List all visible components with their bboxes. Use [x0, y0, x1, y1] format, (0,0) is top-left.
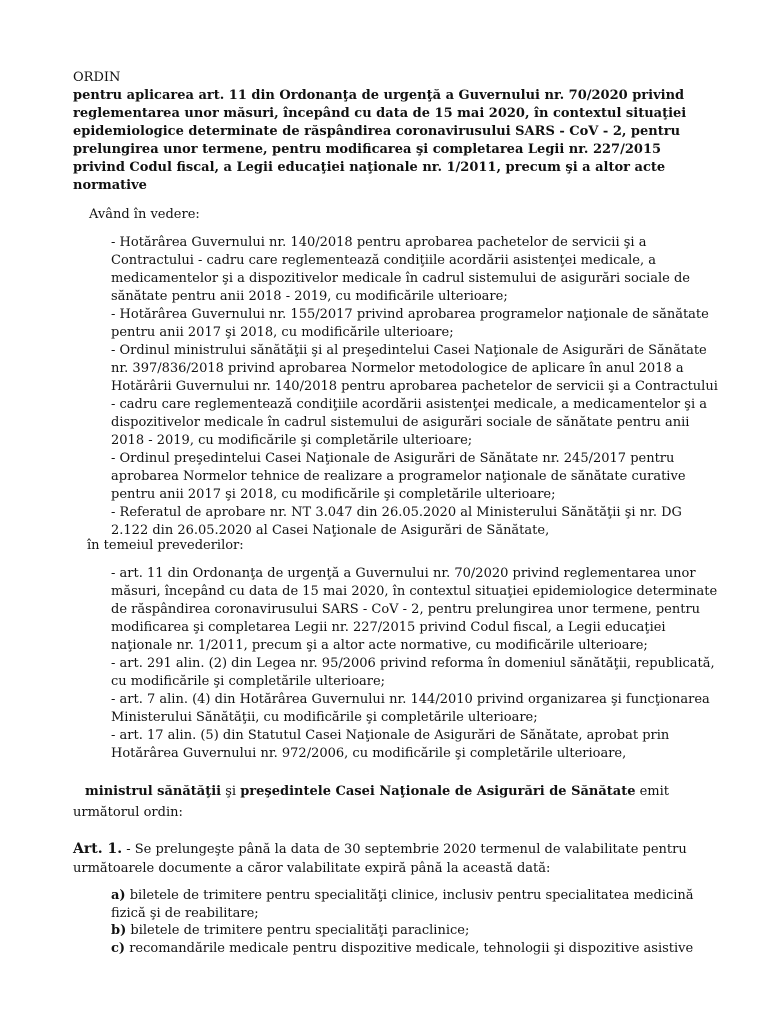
- avand-list: [111, 234, 721, 540]
- temei-label: în temeiul prevederilor:: [87, 538, 244, 553]
- document-title: pentru aplicarea art. 11 din Ordonanţa de urgenţă a Guvernului nr. 70/2020 privind reglementarea unor măsuri, începând cu data de 15 mai 2020, în contextul situaţiei epidemiologice determinate de răspândirea coronavirusului SARS - CoV - 2, pentru prelungirea unor termene, pentru modificarea şi completarea Legii nr. 227/2015 privind Codul fiscal, a Legii educaţiei naţionale nr. 1/2011, precum şi a altor acte normative: [73, 88, 687, 193]
- emitter-minister: ministrul sănătăţii: [85, 784, 222, 799]
- list-item: - Hotărârea Guvernului nr. 155/2017 privind aprobarea programelor naţionale de sănătate pentru anii 2017 şi 2018, cu modificările ulterioare;: [111, 307, 709, 340]
- list-item: [111, 922, 711, 940]
- item-letter: c): [111, 940, 126, 956]
- article-1-items: [111, 887, 711, 957]
- article-text: - Se prelungeşte până la data de 30 septembrie 2020 termenul de valabilitate pentru următoarele documente a căror valabilitate expiră până la această dată:: [73, 842, 687, 876]
- article-1: [73, 840, 713, 878]
- item-letter: a): [111, 888, 126, 903]
- item-text: recomandările medicale pentru dispozitive medicale, tehnologii şi dispozitive asistive: [125, 940, 694, 956]
- emit-paragraph: [73, 781, 713, 823]
- item-text: biletele de trimitere pentru specialităţi paraclinice;: [126, 923, 470, 938]
- list-item: - Referatul de aprobare nr. NT 3.047 din 26.05.2020 al Ministerului Sănătăţii şi nr. DG 2.122 din 26.05.2020 al Casei Naţionale de Asigurări de Sănătate,: [111, 505, 682, 538]
- item-letter: b): [111, 923, 127, 938]
- list-item: - Hotărârea Guvernului nr. 140/2018 pentru aprobarea pachetelor de servicii şi a Contractului - cadru care reglementează condiţiile acordării asistenţei medicale, a medicamentelor şi a dispozitivelor medicale în cadrul sistemului de asigurări sociale de sănătate pentru anii 2018 - 2019, cu modificările ulterioare;: [111, 235, 690, 304]
- avand-label: Având în vedere:: [89, 207, 200, 222]
- emit-tail: emit următorul ordin:: [73, 784, 670, 820]
- list-item: - art. 7 alin. (4) din Hotărârea Guvernului nr. 144/2010 privind organizarea şi funcţionarea Ministerului Sănătăţii, cu modificările şi completările ulterioare;: [111, 692, 710, 725]
- article-number: Art. 1.: [73, 841, 123, 857]
- list-item: - Ordinul preşedintelui Casei Naţionale de Asigurări de Sănătate nr. 245/2017 pentru aprobarea Normelor tehnice de realizare a programelor naţionale de sănătate curative pentru anii 2017 şi 2018, cu modificările şi completările ulterioare;: [111, 451, 686, 502]
- document-type: ORDIN: [73, 70, 121, 85]
- list-item: - art. 291 alin. (2) din Legea nr. 95/2006 privind reforma în domeniul sănătăţii, republicată, cu modificările şi completările ulterioare;: [111, 656, 715, 689]
- document-header: [73, 69, 713, 195]
- emit-connector: şi: [221, 784, 241, 799]
- list-item: - art. 11 din Ordonanţa de urgenţă a Guvernului nr. 70/2020 privind reglementarea unor măsuri, începând cu data de 15 mai 2020, în contextul situaţiei epidemiologice determinate de răspândirea coronavirusului SARS - CoV - 2, pentru prelungirea unor termene, pentru modificarea şi completarea Legii nr. 227/2015 privind Codul fiscal, a Legii educaţiei naţionale nr. 1/2011, precum şi a altor acte normative, cu modificările ulterioare;: [111, 566, 718, 653]
- list-item: [111, 940, 711, 958]
- list-item: - Ordinul ministrului sănătăţii şi al preşedintelui Casei Naţionale de Asigurări de Sănătate nr. 397/836/2018 privind aprobarea Normelor metodologice de aplicare în anul 2018 a Hotărârii Guvernului nr. 140/2018 pentru aprobarea pachetelor de servicii şi a Contractului - cadru care reglementează condiţiile acordării asistenţei medicale, a medicamentelor şi a dispozitivelor medicale în cadrul sistemului de asigurări sociale de sănătate pentru anii 2018 - 2019, cu modificările şi completările ulterioare;: [111, 343, 718, 448]
- item-text: biletele de trimitere pentru specialităţi clinice, inclusiv pentru specialitatea medicină fizică şi de reabilitare;: [111, 888, 694, 921]
- emitter-president: preşedintele Casei Naţionale de Asigurări de Sănătate: [240, 784, 636, 799]
- list-item: [111, 887, 711, 922]
- list-item: - art. 17 alin. (5) din Statutul Casei Naţionale de Asigurări de Sănătate, aprobat prin Hotărârea Guvernului nr. 972/2006, cu modificările şi completările ulterioare,: [111, 728, 670, 761]
- temei-list: [111, 565, 721, 763]
